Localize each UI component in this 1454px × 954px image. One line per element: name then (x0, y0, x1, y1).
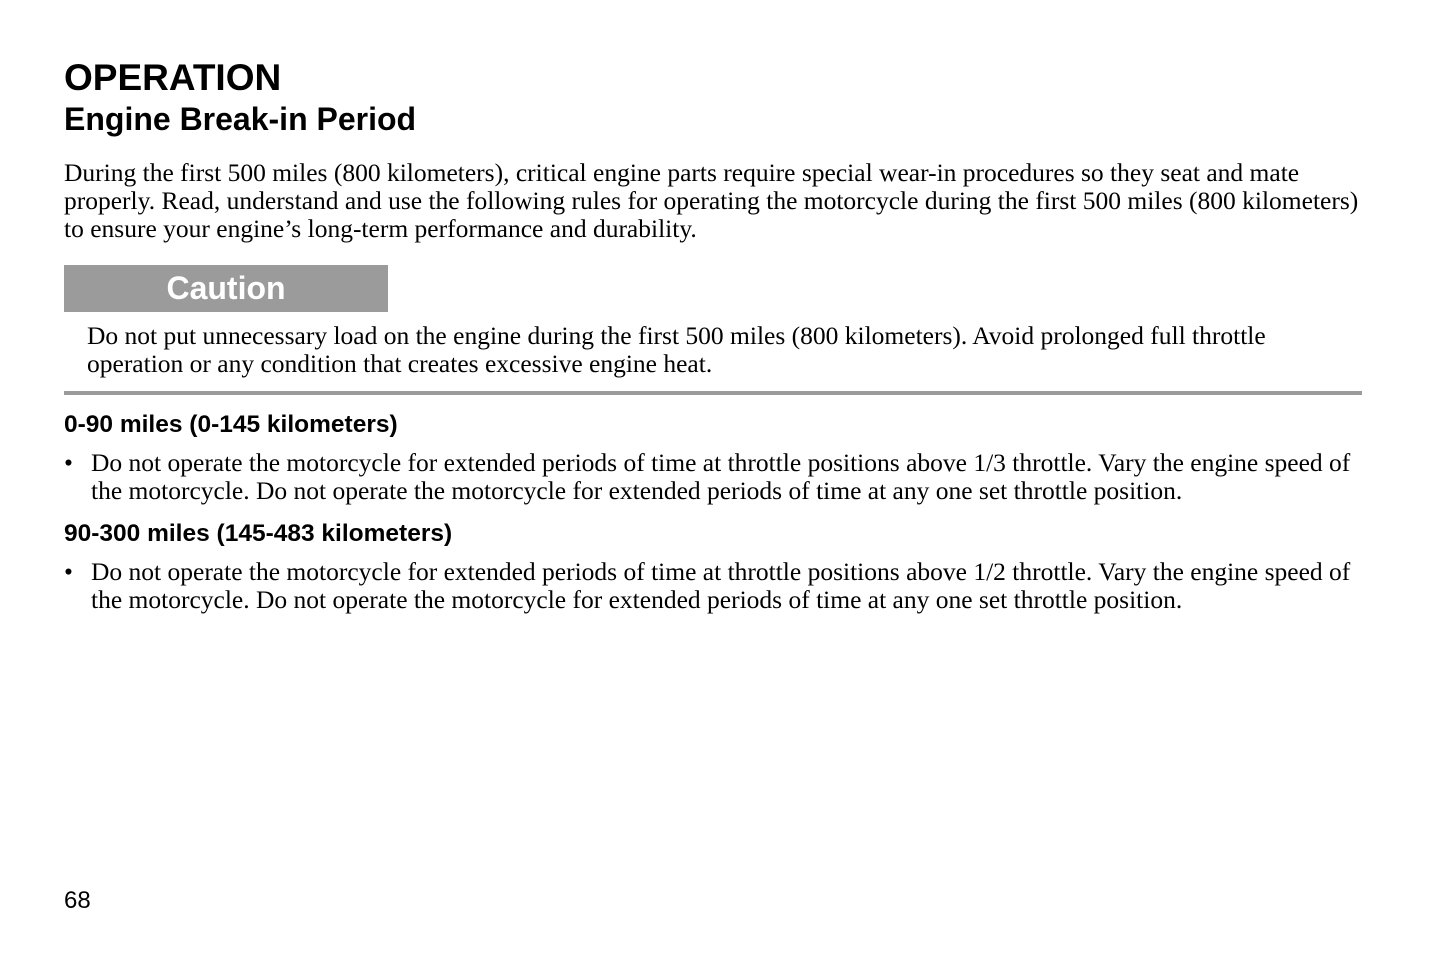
bullet-icon: • (64, 557, 73, 586)
caution-divider (64, 391, 1362, 395)
section-title: OPERATION (64, 57, 282, 98)
intro-paragraph: During the first 500 miles (800 kilometers), critical engine parts require special wear-in procedures so they seat and mate properly. Read, understand and use the following rules for operating the motorcycle during the first 500 miles (800 kilometers) to ensure your engine’s long-term performance and durability. (64, 158, 1359, 243)
range-heading-0-90: 0-90 miles (0-145 kilometers) (64, 411, 398, 438)
caution-label: Caution (64, 265, 388, 312)
range-bullet-item-90-300 (64, 558, 1364, 614)
page-number: 68 (64, 887, 91, 914)
caution-box (64, 265, 1364, 395)
manual-page (64, 56, 1364, 614)
range-heading-90-300: 90-300 miles (145-483 kilometers) (64, 520, 453, 547)
range-bullet-text-90-300: Do not operate the motorcycle for extended periods of time at throttle positions above 1/2 throttle. Vary the engine speed of the motorcycle. Do not operate the motorcycle for extended periods of time at any one set throttle position. (91, 557, 1351, 614)
caution-text: Do not put unnecessary load on the engine during the first 500 miles (800 kilometers). Avoid prolonged full throttle operation or any condition that creates excessive engine heat. (87, 321, 1266, 378)
range-bullet-text-0-90: Do not operate the motorcycle for extended periods of time at throttle positions above 1/3 throttle. Vary the engine speed of the motorcycle. Do not operate the motorcycle for extended periods of time at any one set throttle position. (91, 448, 1351, 505)
bullet-icon: • (64, 448, 73, 477)
range-bullet-item-0-90 (64, 449, 1364, 505)
page-title: Engine Break-in Period (64, 101, 417, 137)
